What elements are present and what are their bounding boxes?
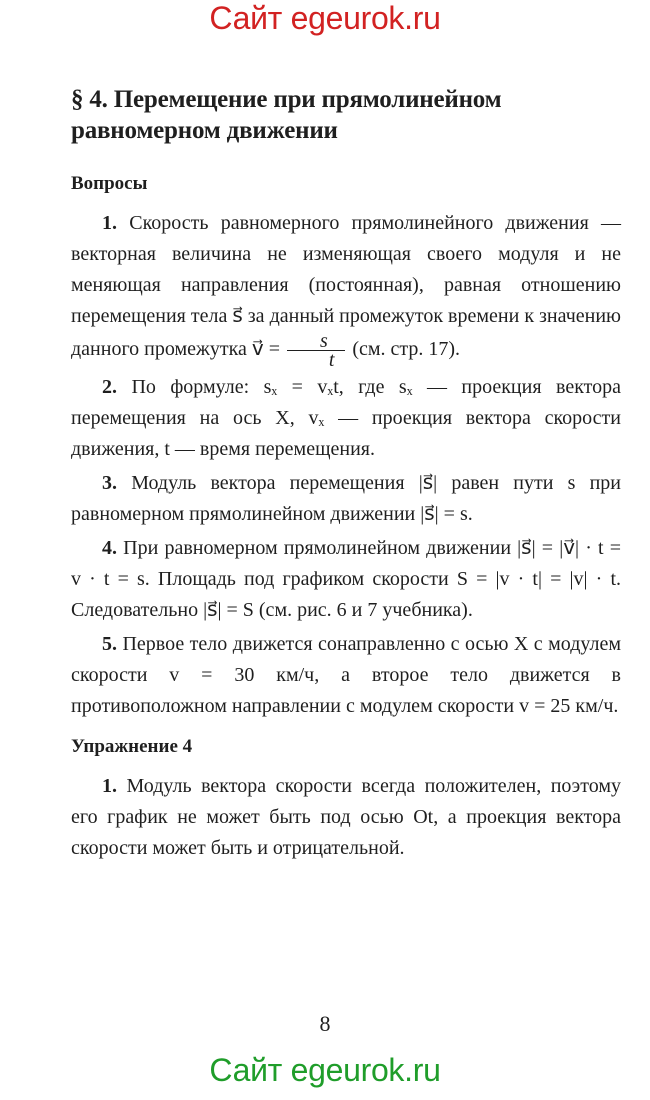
questions-heading: Вопросы xyxy=(71,173,148,194)
exercise-answer-1 xyxy=(71,771,621,864)
item-number: 1. xyxy=(102,775,117,797)
page-number: 8 xyxy=(319,1011,331,1036)
site-watermark-bottom: Сайт egeurok.ru xyxy=(209,1052,441,1088)
answer-text-end: (см. стр. 17). xyxy=(352,338,461,361)
question-answer-2 xyxy=(71,372,621,465)
item-number: 5. xyxy=(102,633,117,655)
answer-text: По формуле: sₓ = vₓt, где sₓ — проекция вектора перемещения на ось X, vₓ — проекция вектора скорости движения, t — время перемещения. xyxy=(71,376,622,460)
textbook-page xyxy=(71,84,621,867)
item-number: 1. xyxy=(102,212,117,234)
question-answer-5 xyxy=(71,629,621,722)
site-watermark-top: Сайт egeurok.ru xyxy=(209,0,441,36)
question-answer-3 xyxy=(71,468,621,530)
fraction-numerator: s⃗ xyxy=(287,332,345,351)
answer-text: При равномерном прямолинейном движении |s⃗| = |v⃗| · t = v · t = s. Площадь под графиком скорости S = |v · t| = |v| · t. Следовательно |s⃗| = S (см. рис. 6 и 7 учебника). xyxy=(71,537,621,621)
fraction-denominator: t xyxy=(328,349,335,371)
answer-text: Скорость равномерного прямолинейного движения — векторная величина не изменяющая своего модуля и не меняющая направления (постоянная), равная отношению перемещения тела s⃗ за данный промежуток времени к значению данного промежутка v⃗ = xyxy=(71,212,622,361)
velocity-fraction xyxy=(287,332,345,369)
answer-text: Первое тело движется сонаправленно с осью X с модулем скорости v = 30 км/ч, а второе тело движется в противоположном направлении с модулем скорости v = 25 км/ч. xyxy=(71,633,622,717)
question-answer-1 xyxy=(71,208,621,369)
exercise-heading: Упражнение 4 xyxy=(71,736,193,757)
answer-text: Модуль вектора скорости всегда положителен, поэтому его график не может быть под осью Ot, а проекция вектора скорости может быть и отрицательной. xyxy=(71,775,621,859)
item-number: 3. xyxy=(102,472,117,494)
question-answer-4 xyxy=(71,533,621,626)
item-number: 4. xyxy=(102,537,117,559)
section-title: § 4. Перемещение при прямолинейном равномерном движении xyxy=(71,86,502,144)
answer-text: Модуль вектора перемещения |s⃗| равен пути s при равномерном прямолинейном движении |s⃗| = s. xyxy=(71,472,621,525)
item-number: 2. xyxy=(102,376,117,398)
